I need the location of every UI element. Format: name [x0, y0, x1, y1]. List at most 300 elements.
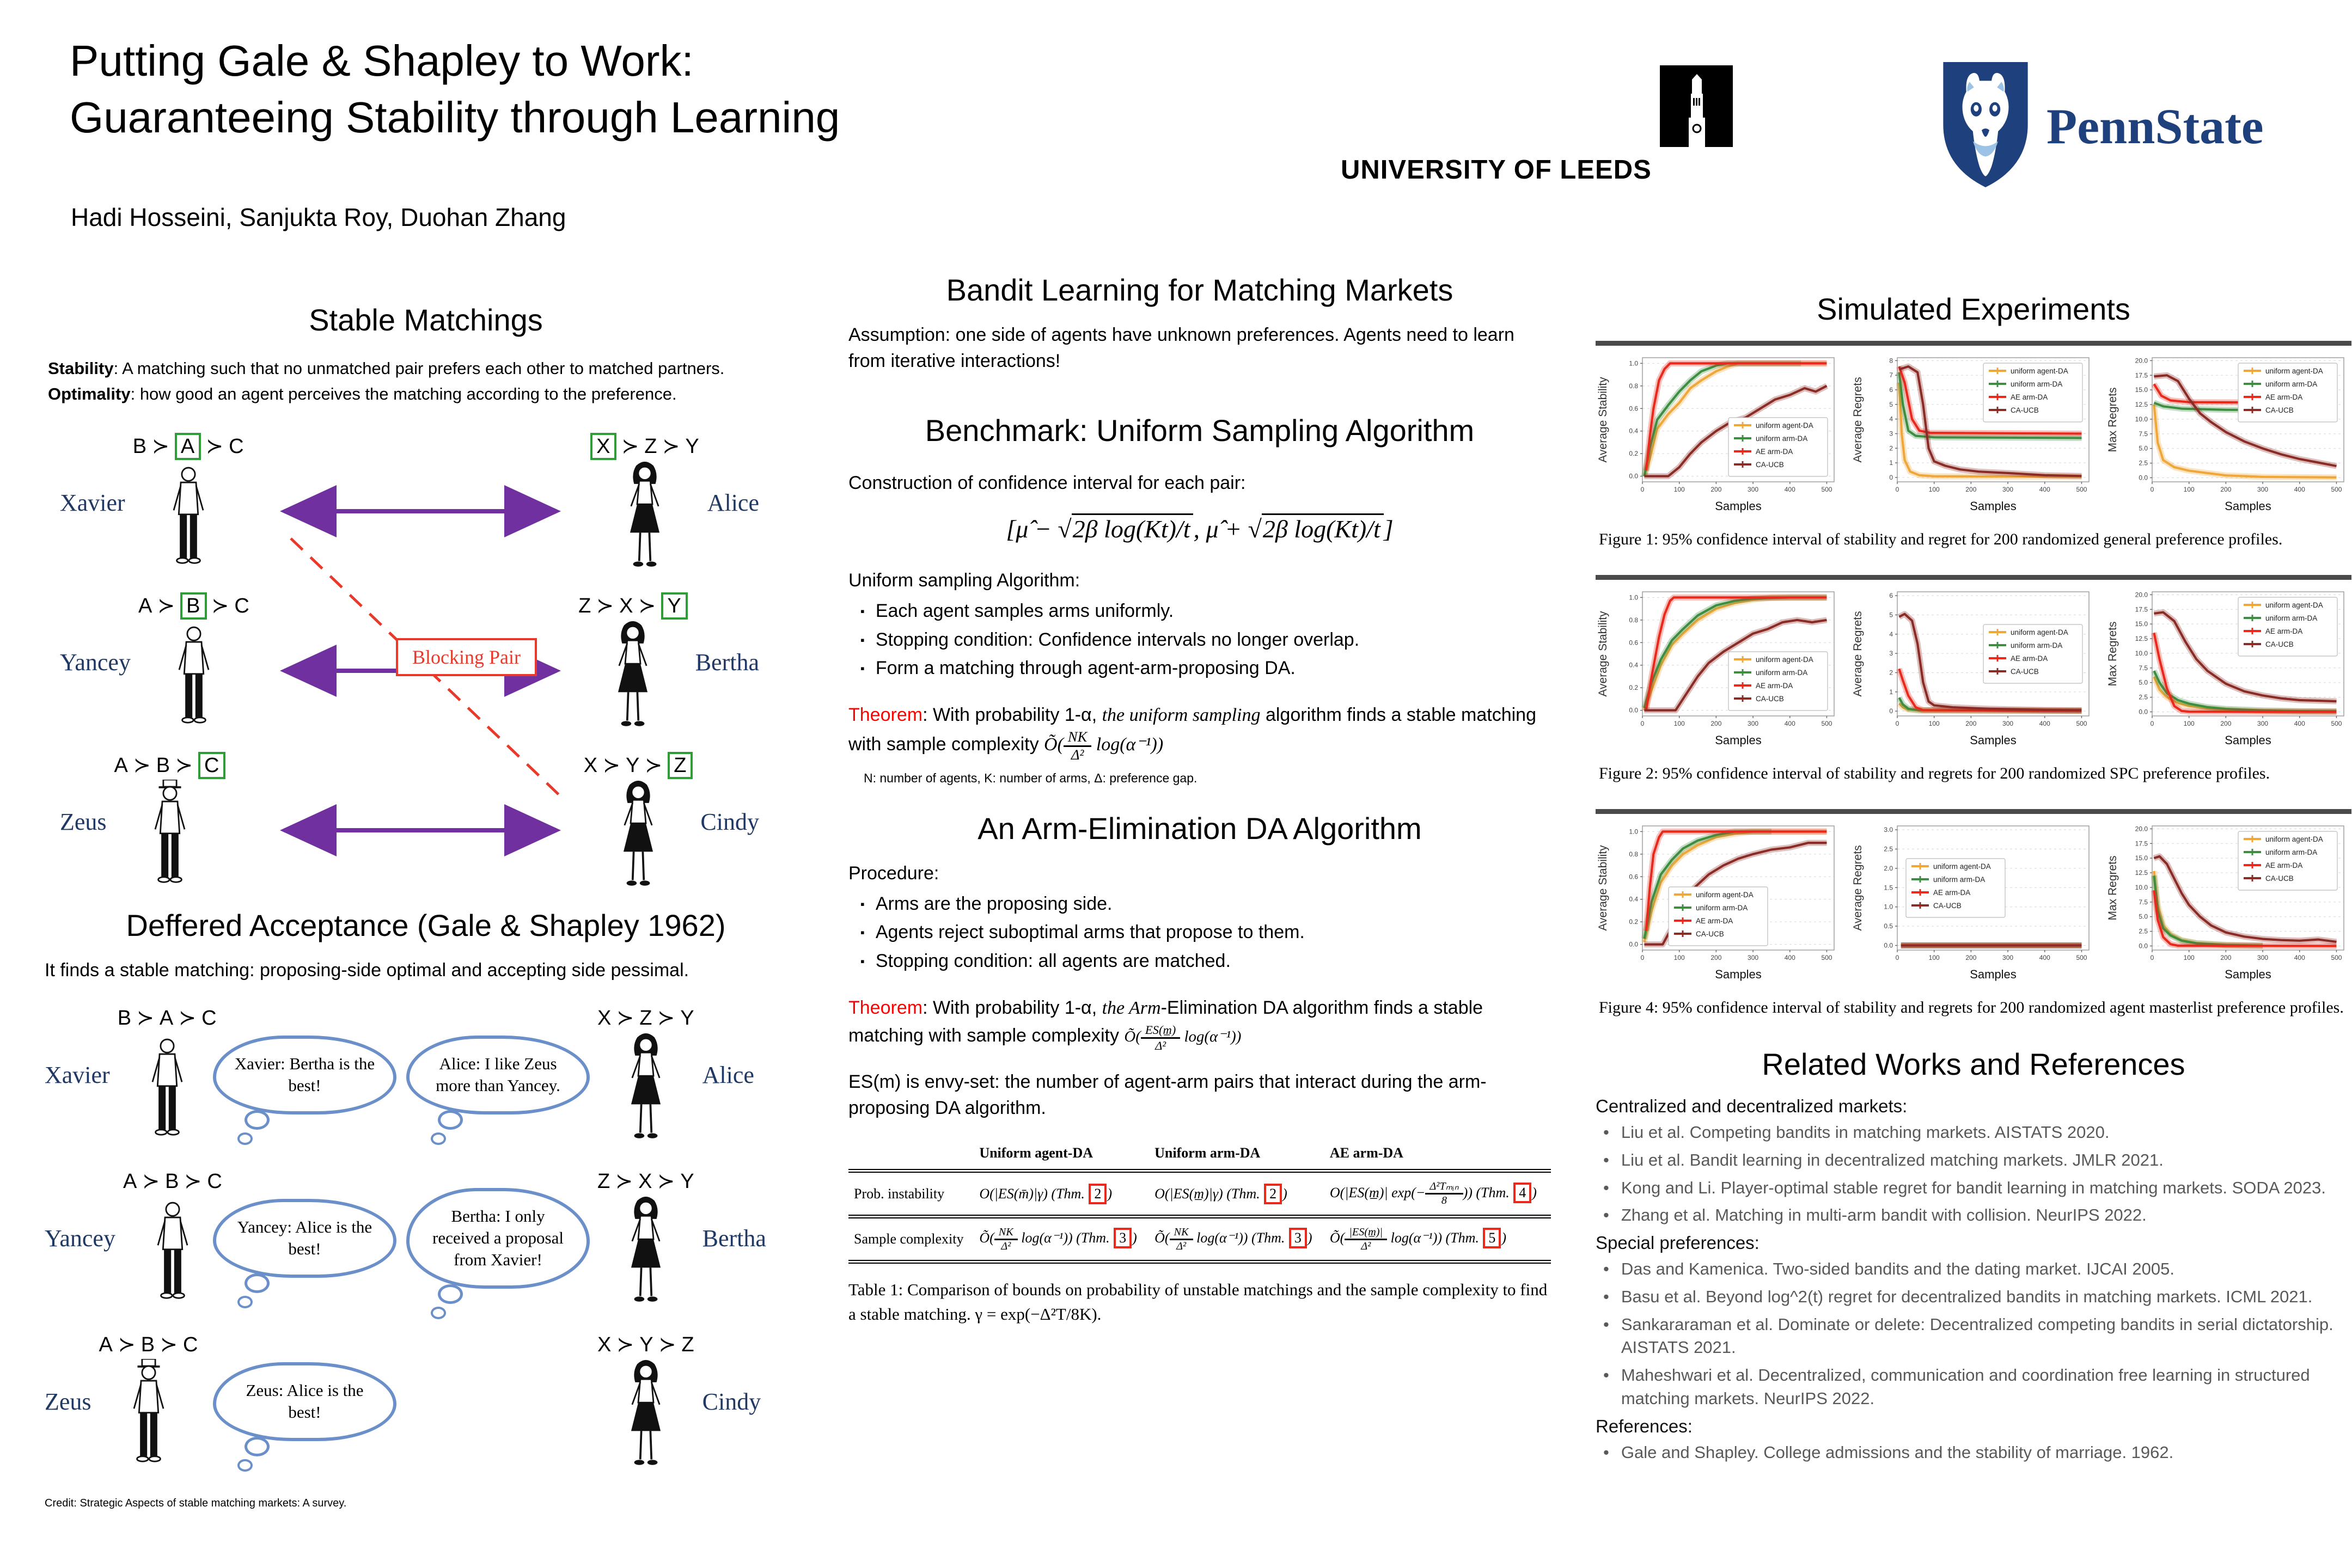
chart-fig3-average-stability [1596, 817, 1841, 986]
person-icon [116, 1359, 181, 1471]
person-icon-alice [612, 461, 677, 572]
chart-fig2-average-regrets [1850, 583, 2096, 752]
svg-text:uniform arm-DA: uniform arm-DA [1756, 669, 1808, 677]
bullet-icon: • [1603, 1287, 1609, 1306]
person-name: Xavier [60, 489, 125, 516]
svg-text:0: 0 [2150, 720, 2154, 727]
formula-open: [μ̂ − √ [1006, 514, 1072, 543]
svg-text:400: 400 [2294, 486, 2305, 493]
person-icon [135, 1032, 200, 1144]
svg-text:10.0: 10.0 [2135, 649, 2148, 657]
matching-row [45, 423, 774, 583]
person-name: Bertha [695, 649, 759, 676]
matching-diagram [45, 423, 774, 902]
formula-close: ] [1383, 514, 1394, 543]
preference-xavier: B ≻ A ≻ C [117, 1007, 217, 1030]
person-name: Bertha [702, 1224, 766, 1252]
da-row [45, 993, 807, 1156]
chart-container [1850, 817, 2096, 989]
svg-text:AE arm-DA: AE arm-DA [2011, 654, 2048, 663]
reference-groups [1596, 1096, 2351, 1464]
table-row [848, 1216, 1551, 1261]
svg-text:5.0: 5.0 [2139, 444, 2148, 452]
svg-text:100: 100 [1928, 720, 1940, 727]
reference-text: Kong and Li. Player-optimal stable regret for bandit learning in matching markets. SODA 2023. [1621, 1178, 2326, 1197]
table-col-header: Uniform agent-DA [979, 1145, 1093, 1161]
svg-text:300: 300 [2002, 486, 2014, 493]
pennstate-logo [1939, 59, 2264, 193]
svg-text:CA-UCB: CA-UCB [2011, 667, 2039, 676]
svg-text:0.0: 0.0 [2139, 474, 2148, 482]
svg-text:0: 0 [1640, 720, 1645, 727]
svg-text:AE arm-DA: AE arm-DA [1756, 682, 1793, 690]
title-line-2: Guaranteeing Stability through Learning [70, 93, 840, 142]
svg-text:uniform arm-DA: uniform arm-DA [1696, 904, 1748, 912]
svg-text:uniform agent-DA: uniform agent-DA [1696, 891, 1754, 899]
svg-text:200: 200 [2220, 954, 2232, 961]
person-icon-zeus [137, 780, 203, 891]
svg-text:0.0: 0.0 [2139, 708, 2148, 716]
chart-fig1-max-regrets [2105, 349, 2350, 518]
svg-text:uniform agent-DA: uniform agent-DA [2265, 367, 2323, 375]
svg-text:300: 300 [2002, 720, 2014, 727]
bullet-icon: • [1603, 1259, 1609, 1279]
figures-container [1596, 341, 2351, 1019]
svg-text:20.0: 20.0 [2135, 591, 2148, 599]
svg-text:Average Stability: Average Stability [1597, 845, 1609, 931]
person-icon [137, 780, 203, 891]
reference-text: Gale and Shapley. College admissions and the stability of marriage. 1962. [1621, 1442, 2174, 1462]
table-header-row [848, 1137, 1551, 1171]
svg-text:300: 300 [1748, 720, 1759, 727]
notation-footnote: N: number of agents, K: number of arms, Δ: preference gap. [864, 770, 1198, 785]
svg-text:300: 300 [1748, 954, 1759, 961]
bullet-icon: • [1603, 1365, 1609, 1385]
reference-item [1596, 1285, 2351, 1309]
svg-text:7.5: 7.5 [2139, 898, 2148, 906]
svg-text:0.4: 0.4 [1629, 661, 1638, 669]
svg-text:CA-UCB: CA-UCB [2011, 406, 2039, 414]
svg-text:AE arm-DA: AE arm-DA [2265, 393, 2303, 401]
column-bandit-learning [848, 272, 1551, 1344]
theorem-label-2: Theorem [848, 997, 923, 1018]
reference-text: Sankararaman et al. Dominate or delete: Decentralized competing bandits in serial dictatorship. AISTATS 2021. [1621, 1314, 2333, 1357]
person-icon [600, 620, 665, 732]
reference-text: Das and Kamenica. Two-sided bandits and the dating market. IJCAI 2005. [1621, 1259, 2174, 1279]
svg-text:100: 100 [2183, 486, 2195, 493]
nittany-lion-shield-icon [1939, 59, 2032, 193]
reference-item [1596, 1121, 2351, 1144]
svg-text:Max Regrets: Max Regrets [2106, 621, 2119, 687]
table-caption: Table 1: Comparison of bounds on probability of unstable matchings and the sample complexity to find a stable matching. γ = exp(−Δ²T/8K). [848, 1280, 1548, 1324]
table-cell-formula: O(|ES(m̲)| exp(− $\frac{\text{Δ²Tₘᵢₙ}}{8}$ )) (Thm. 4 ) [1329, 1180, 1537, 1207]
svg-text:20.0: 20.0 [2135, 825, 2148, 833]
svg-text:AE arm-DA: AE arm-DA [2265, 861, 2303, 869]
preference-bertha: Z ≻ X ≻ Y [578, 593, 688, 618]
person-icon-yancey [140, 1196, 205, 1307]
person-name: Cindy [702, 1388, 761, 1415]
bullet-icon: • [1603, 1314, 1609, 1334]
procedure-bullet: ▪ Stopping condition: all agents are matched. [853, 947, 1551, 976]
svg-text:15.0: 15.0 [2135, 854, 2148, 862]
svg-text:0.2: 0.2 [1629, 684, 1638, 692]
svg-text:500: 500 [1821, 486, 1832, 493]
svg-text:0.2: 0.2 [1629, 918, 1638, 926]
svg-text:Average Regrets: Average Regrets [1852, 377, 1864, 463]
reference-text: Liu et al. Competing bandits in matching markets. AISTATS 2020. [1621, 1123, 2110, 1142]
svg-text:6: 6 [1889, 386, 1893, 394]
figure-block [1596, 809, 2351, 1019]
figure-topbar [1596, 575, 2351, 580]
fraction [1170, 1226, 1193, 1252]
svg-text:1.0: 1.0 [1884, 903, 1893, 911]
column-experiments [1596, 291, 2351, 1468]
svg-text:400: 400 [1784, 486, 1795, 493]
svg-text:1: 1 [1889, 459, 1893, 467]
svg-text:8: 8 [1889, 357, 1893, 365]
page-title [70, 33, 840, 146]
figure-caption: Figure 1: 95% confidence interval of stability and regret for 200 randomized general preference profiles. [1599, 530, 2283, 548]
svg-text:3: 3 [1889, 650, 1893, 658]
svg-text:uniform arm-DA: uniform arm-DA [1756, 434, 1808, 443]
svg-text:400: 400 [2294, 954, 2305, 961]
algo-bullet: ▪ Form a matching through agent-arm-proposing DA. [853, 654, 1551, 683]
svg-text:1.0: 1.0 [1629, 828, 1638, 836]
section-heading-benchmark: Benchmark: Uniform Sampling Algorithm [925, 413, 1475, 448]
svg-text:0: 0 [1895, 954, 1899, 961]
svg-text:100: 100 [1673, 486, 1685, 493]
reference-item [1596, 1177, 2351, 1200]
reference-text: Liu et al. Bandit learning in decentralized matching markets. JMLR 2021. [1621, 1150, 2164, 1169]
svg-text:0.5: 0.5 [1884, 922, 1893, 930]
person-name: Yancey [60, 649, 131, 676]
leeds-logo [1341, 65, 1733, 185]
svg-text:0.0: 0.0 [1884, 941, 1893, 950]
fraction-denominator: Δ² [1176, 1240, 1187, 1252]
svg-text:0.6: 0.6 [1629, 405, 1638, 413]
svg-text:300: 300 [2257, 720, 2269, 727]
table-cell-formula: O(|ES(m̄)|γ) (Thm. 2 ) [979, 1186, 1112, 1202]
svg-text:CA-UCB: CA-UCB [1756, 695, 1784, 703]
bullet-icon: • [1603, 1178, 1609, 1197]
svg-text:Samples: Samples [1970, 733, 2017, 747]
person-icon [613, 1196, 679, 1307]
svg-text:CA-UCB: CA-UCB [1756, 461, 1784, 469]
procedure-bullet: ▪ Agents reject suboptimal arms that propose to them. [853, 918, 1551, 947]
svg-text:uniform agent-DA: uniform agent-DA [2011, 367, 2068, 375]
svg-text:1.0: 1.0 [1629, 593, 1638, 602]
figure-row [1596, 349, 2351, 520]
chart-container [1596, 349, 1841, 520]
svg-text:200: 200 [1965, 720, 1977, 727]
svg-text:7: 7 [1889, 371, 1893, 379]
svg-text:uniform agent-DA: uniform agent-DA [2265, 601, 2323, 609]
svg-text:Samples: Samples [1715, 733, 1762, 747]
procedure-bullet: ▪ Arms are the proposing side. [853, 890, 1551, 918]
svg-text:4: 4 [1889, 415, 1893, 423]
figure-yancey [60, 593, 250, 732]
svg-text:2.5: 2.5 [1884, 845, 1893, 853]
svg-text:300: 300 [1748, 486, 1759, 493]
table-col-header: Uniform arm-DA [1154, 1145, 1261, 1161]
svg-text:AE arm-DA: AE arm-DA [1756, 448, 1793, 456]
chart-container [1850, 583, 2096, 755]
matching-row [45, 742, 774, 902]
svg-text:0: 0 [1895, 486, 1899, 493]
reference-item [1596, 1313, 2351, 1360]
authors: Hadi Hosseini, Sanjukta Roy, Duohan Zhang [71, 203, 566, 231]
preference-alice: X ≻ Z ≻ Y [597, 1007, 695, 1030]
complexity-formula-uniform: Õ( $\frac{NK}{\text{Δ²}}$ log(α⁻¹)) [1044, 728, 1164, 763]
svg-text:500: 500 [2076, 720, 2087, 727]
svg-text:400: 400 [1784, 954, 1795, 961]
person-icon [606, 780, 671, 891]
preference-bertha: Z ≻ X ≻ Y [597, 1170, 695, 1193]
formula-radicand-1: 2β log(Kt)/t [1072, 513, 1194, 543]
person-icon [612, 461, 677, 572]
definition-text-optimality: : how good an agent perceives the matching according to the preference. [130, 384, 677, 403]
svg-text:uniform arm-DA: uniform arm-DA [2011, 641, 2063, 650]
table-cell-formula: Õ( $\frac{|ES(m̲)|}{\text{Δ²}}$ log(α⁻¹)) (Thm. 5 ) [1329, 1226, 1507, 1252]
theorem-number-box: 3 [1289, 1228, 1307, 1248]
svg-text:2.5: 2.5 [2139, 927, 2148, 935]
table-cell [1149, 1171, 1324, 1216]
preference-yancey: A ≻ B ≻ C [138, 593, 250, 618]
person-name: Xavier [45, 1061, 110, 1088]
figure-yancey [45, 1169, 223, 1307]
reference-text: Basu et al. Beyond log^2(t) regret for decentralized bandits in matching markets. ICML 2021. [1621, 1287, 2313, 1306]
complexity-formula-arm: Õ( $\frac{ES(m̲)}{\text{Δ²}}$ log(α⁻¹)) [1124, 1023, 1242, 1052]
svg-text:Samples: Samples [2225, 967, 2271, 981]
theorem-number-box: 3 [1114, 1228, 1132, 1248]
svg-text:100: 100 [1928, 486, 1940, 493]
fraction-numerator: Δ²Tₘᵢₙ [1425, 1180, 1463, 1195]
table-cell [1324, 1216, 1551, 1261]
fraction-denominator: Δ² [1361, 1240, 1371, 1252]
section-heading-deferred-acceptance: Deffered Acceptance (Gale & Shapley 1962) [126, 908, 726, 942]
uniform-algo-title: Uniform sampling Algorithm: [848, 569, 1080, 591]
svg-text:uniform arm-DA: uniform arm-DA [2265, 380, 2318, 388]
svg-text:0.4: 0.4 [1629, 427, 1638, 435]
person-icon-yancey [161, 620, 227, 732]
person-name: Alice [707, 489, 759, 516]
chart-fig1-average-stability [1596, 349, 1841, 518]
person-name: Alice [702, 1061, 754, 1088]
chart-container [1596, 817, 1841, 989]
svg-text:100: 100 [1673, 954, 1685, 961]
table-cell-formula: O(|ES(m̲)|γ) (Thm. 2 ) [1154, 1186, 1287, 1202]
table-cell-formula: Õ( $\frac{NK}{\text{Δ²}}$ log(α⁻¹)) (Thm. 3 ) [979, 1226, 1137, 1252]
svg-text:200: 200 [1710, 486, 1722, 493]
preference-alice: X ≻ Z ≻ Y [590, 434, 700, 458]
svg-text:12.5: 12.5 [2135, 869, 2148, 877]
figure-row [1596, 583, 2351, 755]
fraction-numerator: |ES(m̲)| [1345, 1226, 1387, 1240]
person-icon-alice [613, 1032, 679, 1144]
svg-text:3: 3 [1889, 430, 1893, 438]
reference-item [1596, 1204, 2351, 1227]
svg-text:AE arm-DA: AE arm-DA [2011, 393, 2048, 401]
svg-text:uniform agent-DA: uniform agent-DA [2011, 628, 2068, 636]
bullet-icon: • [1603, 1150, 1609, 1169]
svg-text:uniform agent-DA: uniform agent-DA [1756, 421, 1813, 430]
leeds-wordmark: UNIVERSITY OF LEEDS [1341, 155, 1652, 185]
preference-xavier: B ≻ A ≻ C [133, 434, 245, 458]
chart-fig1-average-regrets [1850, 349, 2096, 518]
svg-text:0: 0 [2150, 954, 2154, 961]
thought-bubble: Bertha: I only received a proposal from Xavier! [406, 1188, 590, 1289]
svg-text:CA-UCB: CA-UCB [1696, 930, 1724, 938]
svg-text:0.0: 0.0 [1629, 940, 1638, 948]
table-corner-cell [848, 1137, 974, 1171]
figure-cindy [584, 753, 759, 891]
figure-zeus [60, 753, 225, 891]
svg-text:400: 400 [2039, 954, 2050, 961]
definitions [48, 356, 807, 407]
related-works [1596, 1046, 2351, 1464]
figure-zeus [45, 1332, 205, 1471]
chart-fig2-average-stability [1596, 583, 1841, 752]
procedure-title: Procedure: [848, 862, 939, 884]
svg-text:15.0: 15.0 [2135, 386, 2148, 394]
theorem-uniform [848, 701, 1551, 763]
person-name: Yancey [45, 1224, 115, 1252]
svg-text:0: 0 [1889, 707, 1893, 715]
da-row [45, 1320, 807, 1483]
svg-text:uniform arm-DA: uniform arm-DA [2011, 380, 2063, 388]
theorem-italic: the uniform sampling [1102, 705, 1261, 726]
svg-text:10.0: 10.0 [2135, 415, 2148, 423]
figure-cindy [597, 1332, 761, 1471]
pennstate-wordmark: PennState [2046, 98, 2264, 154]
section-heading-bandit-learning: Bandit Learning for Matching Markets [946, 273, 1453, 307]
thought-bubble: Alice: I like Zeus more than Yancey. [406, 1036, 590, 1114]
svg-text:Samples: Samples [1970, 499, 2017, 513]
svg-text:400: 400 [2039, 720, 2050, 727]
table-cell [1149, 1216, 1324, 1261]
definition-term-stability: Stability [48, 359, 114, 378]
svg-text:0.6: 0.6 [1629, 639, 1638, 647]
fraction-numerator: NK [994, 1226, 1018, 1240]
chart-container [2105, 817, 2350, 989]
preference-cindy: X ≻ Y ≻ Z [597, 1333, 695, 1357]
svg-text:Average Stability: Average Stability [1597, 611, 1609, 697]
person-icon-bertha [613, 1196, 679, 1307]
figure-xavier [60, 434, 245, 572]
svg-text:200: 200 [1965, 486, 1977, 493]
svg-text:10.0: 10.0 [2135, 883, 2148, 891]
fraction [1425, 1180, 1463, 1206]
reference-item [1596, 1441, 2351, 1465]
reference-group-title: Centralized and decentralized markets: [1596, 1096, 1908, 1116]
figure-topbar [1596, 341, 2351, 346]
svg-text:CA-UCB: CA-UCB [2265, 640, 2294, 648]
leeds-tower-icon [1660, 65, 1733, 147]
theorem-number-box: 2 [1089, 1184, 1107, 1204]
figure-alice [590, 434, 759, 572]
svg-text:CA-UCB: CA-UCB [1933, 902, 1962, 910]
preference-zeus: A ≻ B ≻ C [99, 1333, 199, 1357]
svg-text:Samples: Samples [2225, 499, 2271, 513]
svg-text:0.8: 0.8 [1629, 850, 1638, 858]
table-row [848, 1171, 1551, 1216]
svg-text:CA-UCB: CA-UCB [2265, 406, 2294, 414]
svg-text:0: 0 [1889, 473, 1893, 481]
svg-text:2.5: 2.5 [2139, 693, 2148, 701]
formula-mid: , μ̂ + √ [1193, 514, 1262, 543]
svg-text:500: 500 [1821, 954, 1832, 961]
svg-text:200: 200 [2220, 720, 2232, 727]
fraction-denominator: 8 [1441, 1195, 1447, 1207]
svg-text:17.5: 17.5 [2135, 840, 2148, 848]
svg-text:400: 400 [1784, 720, 1795, 727]
fraction-denominator: Δ² [1001, 1240, 1011, 1252]
credit-line: Credit: Strategic Aspects of stable matching markets: A survey. [45, 1497, 347, 1510]
theorem-text-2: algorithm finds a stable matching with sample complexity [848, 705, 1536, 755]
svg-text:100: 100 [2183, 720, 2195, 727]
svg-text:0.0: 0.0 [1629, 706, 1638, 714]
svg-text:Average Regrets: Average Regrets [1852, 611, 1864, 697]
reference-item [1596, 1149, 2351, 1172]
chart-container [1596, 583, 1841, 755]
svg-text:5.0: 5.0 [2139, 678, 2148, 687]
person-icon [613, 1032, 679, 1144]
definition-term-optimality: Optimality [48, 384, 131, 403]
envy-set-note: ES(m) is envy-set: the number of agent-arm pairs that interact during the arm-proposing DA algorithm. [848, 1071, 1487, 1119]
da-diagram [45, 993, 807, 1483]
svg-text:2: 2 [1889, 444, 1893, 452]
svg-text:15.0: 15.0 [2135, 620, 2148, 628]
reference-text: Zhang et al. Matching in multi-arm bandit with collision. NeurIPS 2022. [1621, 1205, 2147, 1225]
svg-text:100: 100 [1673, 720, 1685, 727]
svg-text:CA-UCB: CA-UCB [2265, 874, 2294, 883]
reference-item [1596, 1364, 2351, 1411]
svg-text:0: 0 [1895, 720, 1899, 727]
svg-text:500: 500 [2076, 486, 2087, 493]
svg-text:200: 200 [2220, 486, 2232, 493]
svg-text:400: 400 [2039, 486, 2050, 493]
reference-item [1596, 1258, 2351, 1281]
person-icon-xavier [156, 461, 221, 572]
da-intro: It finds a stable matching: proposing-side optimal and accepting side pessimal. [45, 960, 689, 981]
svg-text:0.2: 0.2 [1629, 450, 1638, 458]
chart-container [1850, 349, 2096, 520]
figure-bertha [597, 1169, 766, 1307]
definition-text-stability: : A matching such that no unmatched pair prefers each other to matched partners. [113, 359, 725, 378]
person-icon-xavier [135, 1032, 200, 1144]
table-cell-formula: Õ( $\frac{NK}{\text{Δ²}}$ log(α⁻¹)) (Thm. 3 ) [1154, 1226, 1312, 1252]
procedure-list [853, 890, 1551, 976]
person-icon-zeus [116, 1359, 181, 1471]
preference-yancey: A ≻ B ≻ C [123, 1170, 223, 1193]
chart-container [2105, 583, 2350, 755]
person-icon [161, 620, 227, 732]
figure-xavier [45, 1006, 217, 1144]
reference-group-title: Special preferences: [1596, 1233, 1760, 1253]
svg-text:200: 200 [1710, 720, 1722, 727]
preference-zeus: A ≻ B ≻ C [114, 753, 226, 777]
svg-text:AE arm-DA: AE arm-DA [1696, 917, 1733, 925]
preference-cindy: X ≻ Y ≻ Z [584, 753, 693, 777]
svg-text:500: 500 [2076, 954, 2087, 961]
chart-fig3-max-regrets [2105, 817, 2350, 986]
svg-text:12.5: 12.5 [2135, 635, 2148, 643]
svg-text:17.5: 17.5 [2135, 605, 2148, 614]
svg-text:0.6: 0.6 [1629, 873, 1638, 881]
svg-text:0: 0 [2150, 486, 2154, 493]
section-heading-related-works: Related Works and References [1762, 1047, 2185, 1081]
da-row [45, 1156, 807, 1320]
